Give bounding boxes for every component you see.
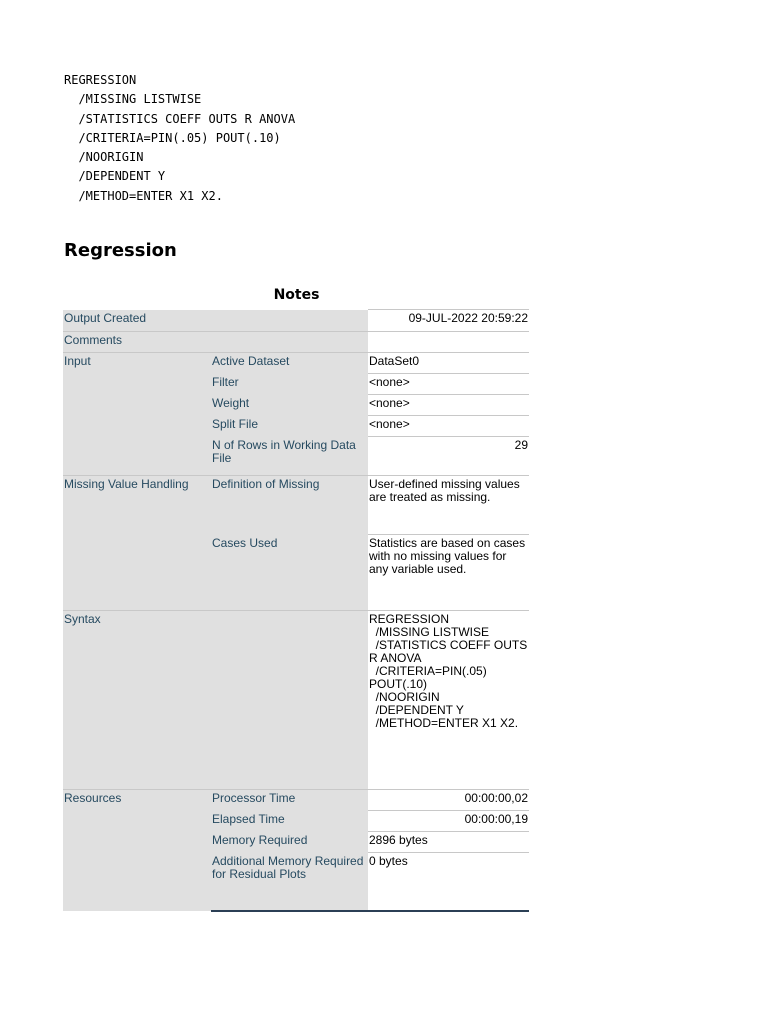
row-group-missing: Missing Value Handling <box>63 476 211 611</box>
row-value: User-defined missing values are treated as missing. <box>368 476 529 535</box>
row-group-resources: Resources <box>63 790 211 911</box>
syntax-line: /STATISTICS COEFF OUTS R ANOVA <box>64 111 296 126</box>
syntax-line: /NOORIGIN <box>64 150 144 165</box>
syntax-code-block <box>64 71 295 206</box>
syntax-line: REGRESSION <box>64 73 137 87</box>
row-label: N of Rows in Working Data File <box>211 437 368 476</box>
row-label: Split File <box>211 416 368 437</box>
notes-table <box>63 309 529 912</box>
row-label: Filter <box>211 374 368 395</box>
row-value: DataSet0 <box>368 353 529 374</box>
row-label: Weight <box>211 395 368 416</box>
table-row <box>63 611 529 790</box>
row-group-input: Input <box>63 353 211 476</box>
table-row <box>63 332 529 353</box>
row-value: <none> <box>368 416 529 437</box>
syntax-line: /DEPENDENT Y <box>64 169 166 184</box>
notes-table-caption: Notes <box>273 287 320 303</box>
row-label-syntax: Syntax <box>63 611 368 790</box>
syntax-line: /CRITERIA=PIN(.05) POUT(.10) <box>64 130 281 145</box>
syntax-line: /MISSING LISTWISE <box>64 92 202 107</box>
syntax-value: REGRESSION /MISSING LISTWISE /STATISTICS COEFF OUTS R ANOVA /CRITERIA=PIN(.05) POUT(.10) /NOORIGIN /DEPENDENT Y /METHOD=ENTER X1 X2. <box>368 611 529 790</box>
row-label-output-created: Output Created <box>63 310 368 332</box>
table-row <box>63 353 529 374</box>
row-value: 2896 bytes <box>368 832 529 853</box>
table-row <box>63 790 529 811</box>
section-title: Regression <box>64 240 177 261</box>
row-value: 29 <box>368 437 529 476</box>
syntax-line: /METHOD=ENTER X1 X2. <box>64 188 223 203</box>
output-created-value: 09-JUL-2022 20:59:22 <box>368 310 529 332</box>
row-label: Processor Time <box>211 790 368 811</box>
row-label: Cases Used <box>211 535 368 611</box>
row-label: Definition of Missing <box>211 476 368 535</box>
row-value: <none> <box>368 374 529 395</box>
row-label: Memory Required <box>211 832 368 853</box>
row-label: Additional Memory Required for Residual Plots <box>211 853 368 911</box>
table-row <box>63 476 529 535</box>
row-value: 0 bytes <box>368 853 529 911</box>
table-row <box>63 310 529 332</box>
comments-value <box>368 332 529 353</box>
row-label: Active Dataset <box>211 353 368 374</box>
row-label: Elapsed Time <box>211 811 368 832</box>
row-value: 00:00:00,02 <box>368 790 529 811</box>
row-value: 00:00:00,19 <box>368 811 529 832</box>
row-label-comments: Comments <box>63 332 368 353</box>
row-value: <none> <box>368 395 529 416</box>
row-value: Statistics are based on cases with no missing values for any variable used. <box>368 535 529 611</box>
